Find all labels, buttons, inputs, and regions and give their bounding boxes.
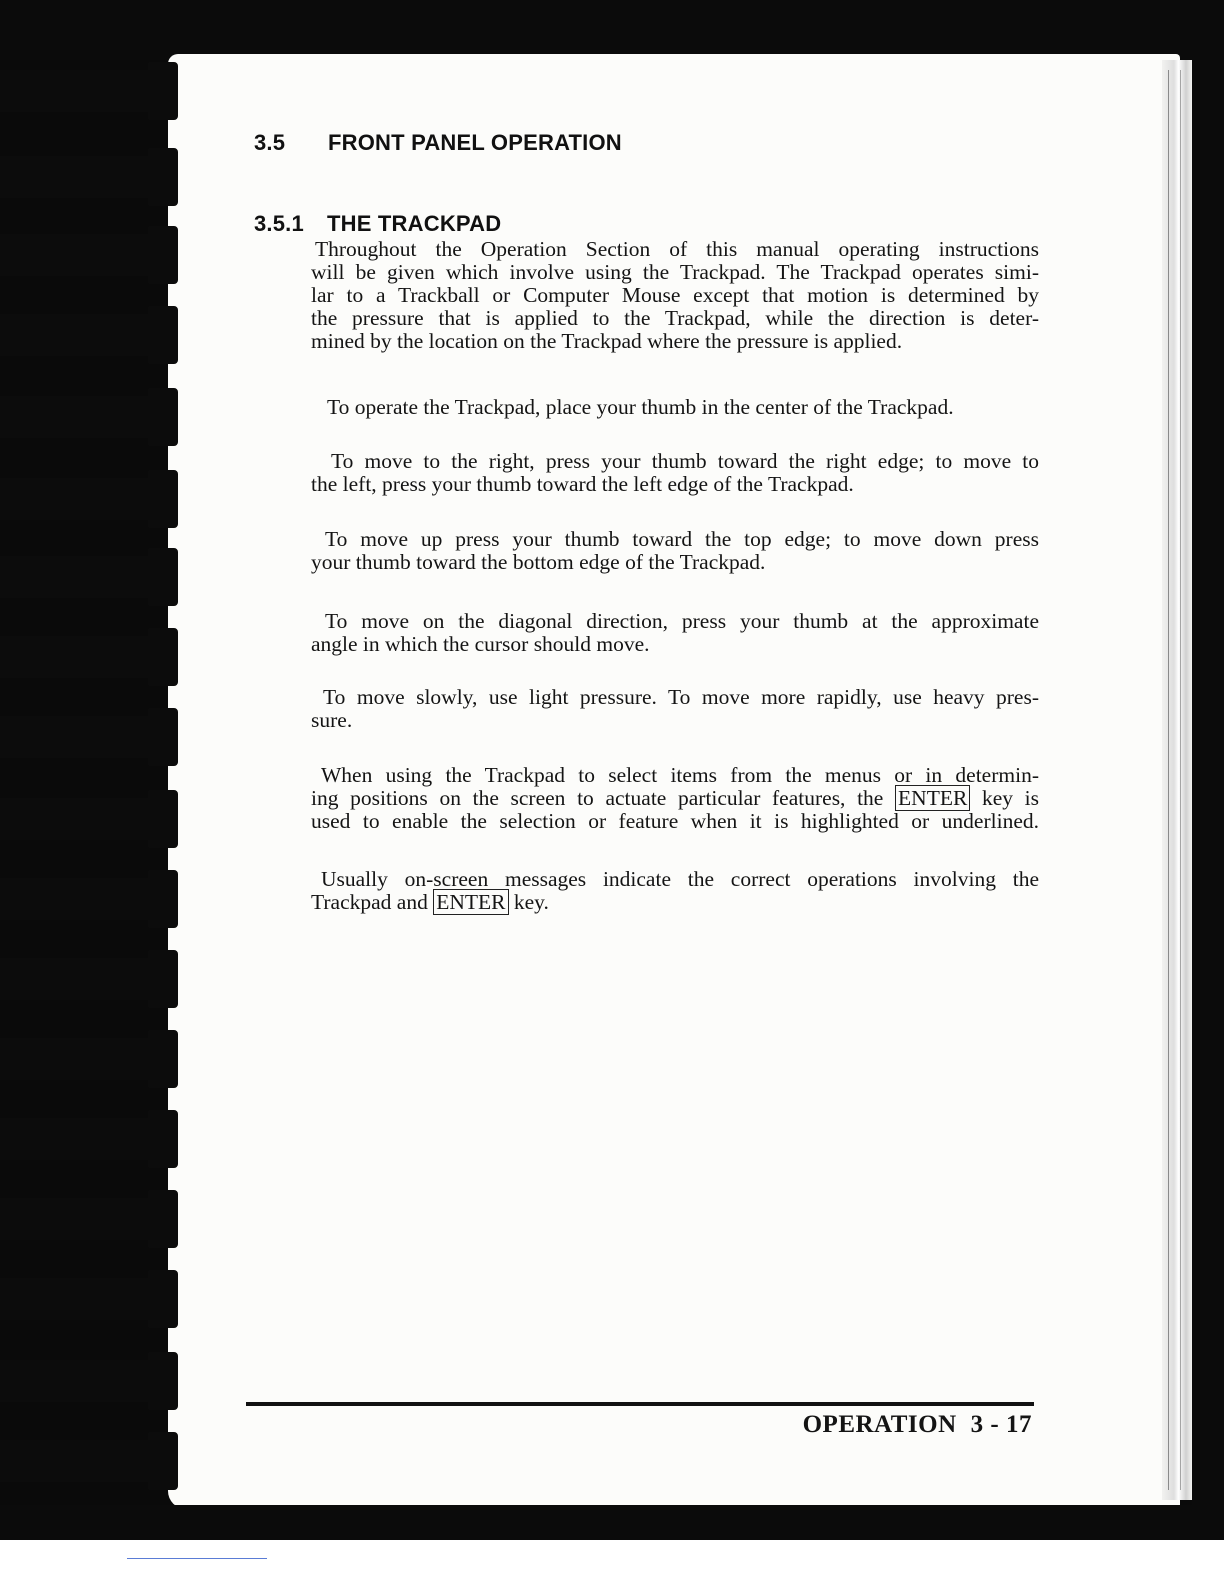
scan-right-border	[1192, 0, 1224, 1584]
paragraph-intro	[311, 238, 1039, 353]
enter-key-label: ENTER	[433, 889, 508, 915]
subsection-heading	[254, 211, 501, 237]
text-line	[311, 891, 1039, 914]
text-line: To move on the diagonal direction, press your thumb at the approximate	[325, 609, 1039, 633]
footer-rule	[246, 1402, 1034, 1406]
text-fragment: Trackpad and	[311, 890, 428, 914]
enter-key-label: ENTER	[895, 785, 970, 811]
footer-label: OPERATION	[802, 1411, 957, 1438]
paragraph-speed	[311, 686, 1039, 732]
section-title: FRONT PANEL OPERATION	[328, 130, 622, 155]
binding-hole	[148, 1270, 178, 1328]
text-line: sure.	[311, 708, 353, 732]
binding-hole	[148, 388, 178, 446]
paragraph-messages	[311, 868, 1039, 914]
paragraph-enter-key	[311, 764, 1039, 833]
text-line: When using the Trackpad to select items from the menus or in determin-	[321, 763, 1039, 787]
spiral-binding	[0, 0, 190, 1584]
text-line: To move to the right, press your thumb toward the right edge; to move to	[331, 449, 1039, 473]
text-line: mined by the location on the Trackpad where the pressure is applied.	[311, 329, 903, 353]
subsection-number: 3.5.1	[254, 211, 304, 236]
text-line: the left, press your thumb toward the left edge of the Trackpad.	[311, 472, 854, 496]
text-line: To operate the Trackpad, place your thumb in the center of the Trackpad.	[327, 395, 954, 419]
text-line: Throughout the Operation Section of this manual operating instructions	[315, 237, 1039, 261]
paragraph-move-diagonal	[311, 610, 1039, 656]
text-line: the pressure that is applied to the Trackpad, while the direction is deter-	[311, 306, 1039, 330]
page-stack-edge	[1162, 60, 1192, 1500]
paragraph-move-horizontal	[311, 450, 1039, 496]
text-line: Usually on-screen messages indicate the correct operations involving the	[321, 867, 1039, 891]
binding-hole	[148, 148, 178, 206]
binding-hole	[148, 1432, 178, 1490]
binding-hole	[148, 708, 178, 766]
binding-hole	[148, 1190, 178, 1248]
binding-hole	[148, 1110, 178, 1168]
page-number: 3 - 17	[970, 1411, 1032, 1438]
text-fragment: ing positions on the screen to actuate particular features, the	[311, 786, 884, 810]
subsection-title: THE TRACKPAD	[327, 211, 502, 236]
page-footer	[803, 1411, 1032, 1439]
binding-hole	[148, 226, 178, 284]
binding-hole	[148, 790, 178, 848]
binding-hole	[148, 62, 178, 120]
text-line: lar to a Trackball or Computer Mouse except that motion is determined by	[311, 283, 1039, 307]
text-line: will be given which involve using the Trackpad. The Trackpad operates simi-	[311, 260, 1039, 284]
text-fragment: key is	[981, 786, 1040, 810]
paragraph-move-vertical	[311, 528, 1039, 574]
section-number: 3.5	[254, 130, 286, 155]
binding-hole	[148, 470, 178, 528]
text-line: used to enable the selection or feature when it is highlighted or underlined.	[311, 809, 1039, 833]
text-line	[311, 787, 1039, 810]
binding-hole	[148, 306, 178, 364]
text-line: angle in which the cursor should move.	[311, 632, 650, 656]
binding-hole	[148, 950, 178, 1008]
text-line: To move up press your thumb toward the top edge; to move down press	[325, 527, 1039, 551]
binding-hole	[148, 870, 178, 928]
text-line: your thumb toward the bottom edge of the Trackpad.	[311, 550, 766, 574]
text-line: To move slowly, use light pressure. To move more rapidly, use heavy pres-	[323, 685, 1039, 709]
binding-hole	[148, 628, 178, 686]
binding-hole	[148, 1352, 178, 1410]
paragraph-operate	[311, 396, 1039, 419]
binding-hole	[148, 1030, 178, 1088]
section-heading	[254, 130, 622, 156]
text-fragment: key.	[513, 890, 549, 914]
binding-hole	[148, 548, 178, 606]
